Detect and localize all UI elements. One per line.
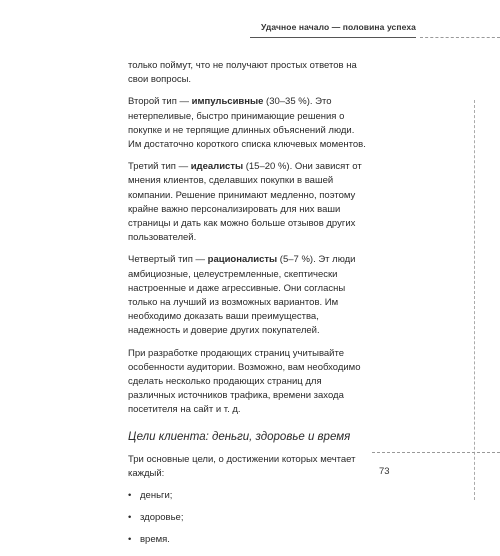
header-rule: [250, 37, 416, 38]
paragraph-text: Четвертый тип —: [128, 254, 208, 266]
page-number: 73: [379, 466, 390, 477]
crop-mark-right: [474, 100, 475, 500]
paragraph-text: Третий тип —: [128, 161, 191, 173]
paragraph-bold-term: рационалисты: [207, 254, 278, 266]
paragraph-text: Второй тип —: [128, 96, 192, 108]
list-item: • здоровье;: [128, 511, 370, 525]
paragraph-bold-term: идеалисты: [190, 161, 244, 173]
paragraph-text: (15–20 %). Они зависят от мнения клиентов, сделавших покупки в вашей компании. Решение принимают медленно, поэтому крайне важно персонализировать для них ваши страницы и дать как можно больше отзывов других пользователей.: [128, 161, 362, 244]
paragraph-text: (5–7 %). Эт люди амбициозные, целеустремленные, скептически настроенные и даже агрессивные. Они согласны только на лучший из возможных вариантов. Им необходимо доказать ваши преимущества, надежность и доверие других покупателей.: [128, 254, 356, 337]
paragraph-bold-term: импульсивные: [191, 96, 264, 108]
list-item: • время.: [128, 533, 370, 547]
crop-mark-bottom: [372, 452, 500, 453]
paragraph-text: (30–35 %). Это нетерпеливые, быстро принимающие решения о покупке и не терпящие длинных объяснений люди. Им достаточно короткого списка ключевых моментов.: [128, 96, 366, 151]
running-header-title: Удачное начало — половина успеха: [261, 22, 416, 32]
bullet-list: [128, 489, 370, 548]
paragraph: [128, 253, 370, 338]
paragraph-text: только поймут, что не получают простых ответов на свои вопросы.: [128, 60, 357, 86]
list-item: • деньги;: [128, 489, 370, 503]
section-intro: Три основные цели, о достижении которых мечтает каждый:: [128, 453, 356, 479]
paragraph: [128, 160, 370, 245]
crop-mark-top: [420, 37, 500, 38]
section-heading: Цели клиента: деньги, здоровье и время: [128, 430, 351, 443]
paragraph: [128, 59, 370, 87]
paragraph: [128, 95, 370, 152]
page-body: [128, 59, 370, 556]
paragraph-text: При разработке продающих страниц учитывайте особенности аудитории. Возможно, вам необходимо сделать несколько продающих страниц для различных источников трафика, времени захода посетителя на сайт и т. д.: [128, 347, 361, 416]
paragraph: [128, 347, 370, 418]
running-header: [0, 18, 500, 46]
